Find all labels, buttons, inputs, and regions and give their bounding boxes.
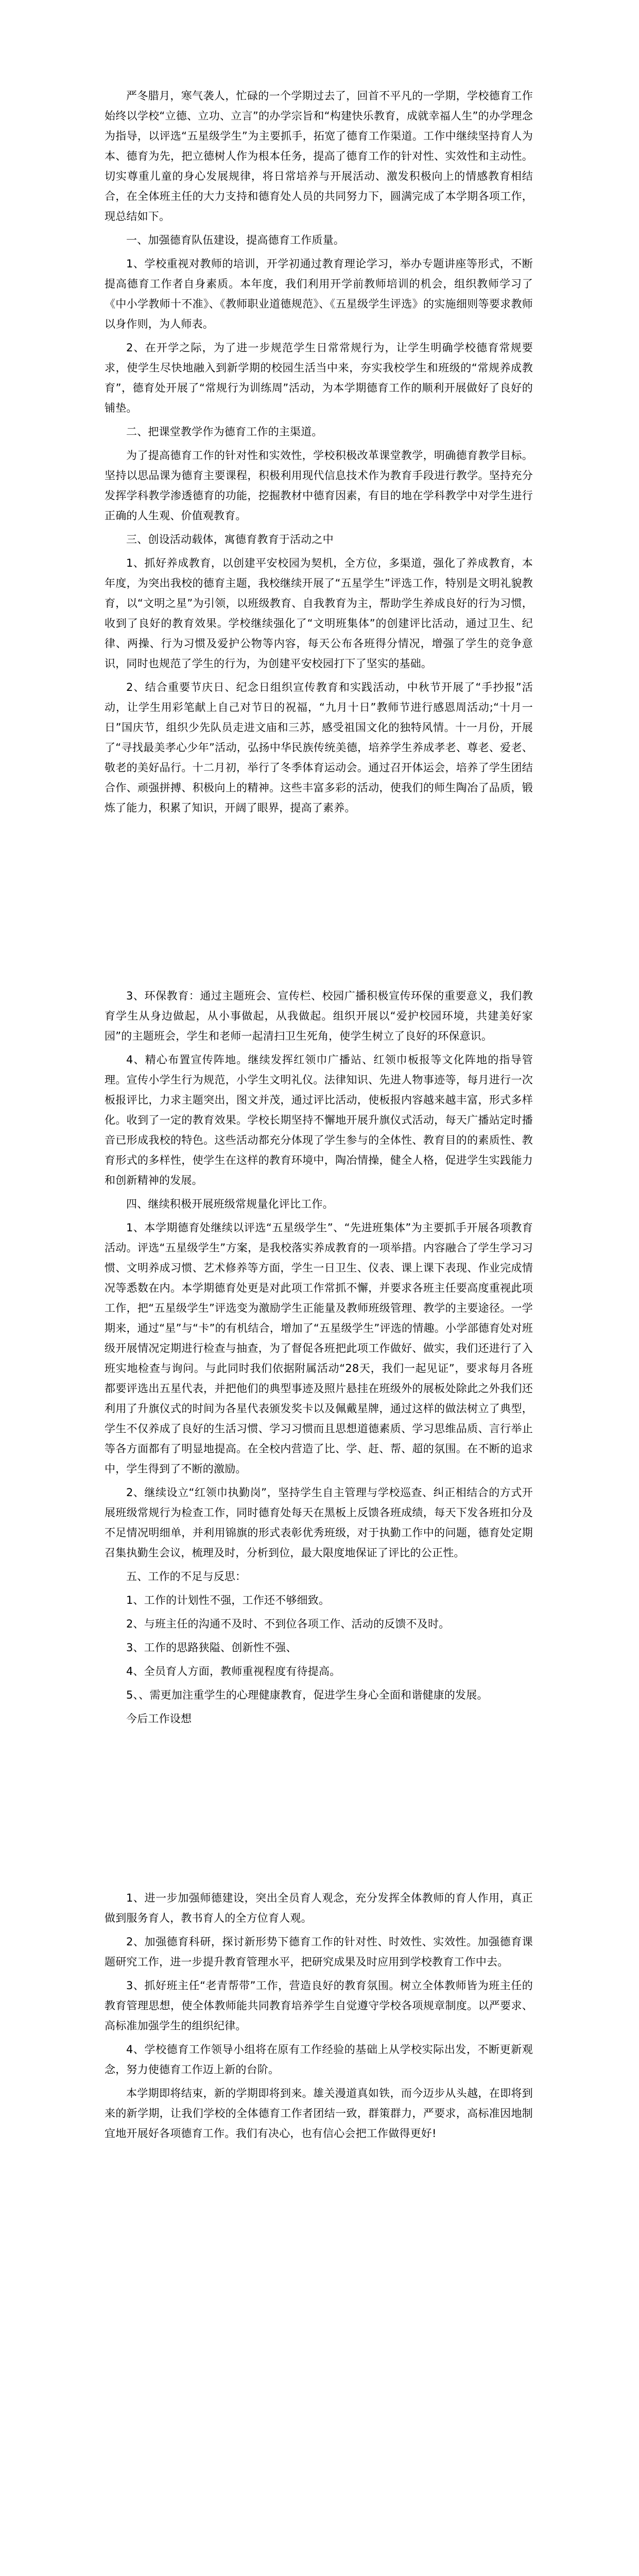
shortcoming-item-4: 4、全员育人方面，教师重视程度有待提高。 bbox=[126, 1665, 341, 1677]
intro-paragraph: 严冬腊月，寒气袭人，忙碌的一个学期过去了，回首不平凡的一学期，学校德育工作始终以学校“立德、立功、立言”的办学宗旨和“构建快乐教育，成就幸福人生”的办学理念为指导，以评选“五星级学生”为主要抓手，拓宽了德育工作渠道。工作中继续坚持育人为本、德育为先，把立德树人作为根本任务，提高了德育工作的针对性、实效性和主动性。切实尊重儿童的身心发展规律，将日常培养与开展活动、激发积极向上的情感教育相结合，在全体班主任的大力支持和德育处人员的共同努力下，圆满完成了本学期各项工作，现总结如下。 bbox=[105, 90, 533, 223]
shortcoming-item-3: 3、工作的思路狭隘、创新性不强、 bbox=[126, 1641, 297, 1654]
section-heading-1: 一、加强德育队伍建设，提高德育工作质量。 bbox=[126, 234, 344, 246]
section-4-item-1: 1、本学期德育处继续以评选“五星级学生”、“先进班集体”为主要抓手开展各项教育活动。评选“五星级学生”方案，是我校落实养成教育的一项举措。内容融合了学生学习习惯、文明养成习惯、艺术修养等方面，学生一日卫生、仪表、课上课下表现、作业完成情况等悉数在内。本学期德育处更是对此项工作常抓不懈，并要求各班主任要高度重视此项工作，把“五星级学生”评选变为激励学生正能量及教师班级管理、教学的主要途径。一学期来，通过“星”与“卡”的有机结合，增加了“五星级学生”评选的情趣。小学部德育处对班级开展情况定期进行检查与抽查，为了督促各班把此项工作做好、做实，我们还进行了入班实地检查与询问。与此同时我们依据附属活动“28天，我们一起见证”，要求每月各班都要评选出五星代表，并把他们的典型事迹及照片悬挂在班级外的展板处除此之外我们还利用了升旗仪式的时间为各星代表颁发奖卡以及佩戴星牌，通过这样的做法树立了典型，学生不仅养成了良好的生活习惯、学习习惯而且思想道德素质、学习思维品质、言行举止等各方面都有了明显地提高。在全校内营造了比、学、赶、帮、超的氛围。在不断的追求中，学生得到了不断的激励。 bbox=[105, 1222, 533, 1475]
section-heading-4: 四、继续积极开展班级常规量化评比工作。 bbox=[126, 1198, 334, 1210]
section-heading-2: 二、把课堂教学作为德育工作的主渠道。 bbox=[126, 426, 323, 438]
plan-item-1: 1、进一步加强师德建设，突出全员育人观念，充分发挥全体教师的育人作用，真正做到服务育人，教书育人的全方位育人观。 bbox=[105, 1892, 533, 1924]
plan-item-4: 4、学校德育工作领导小组将在原有工作经验的基础上从学校实际出发，不断更新观念，努力使德育工作迈上新的台阶。 bbox=[105, 2043, 533, 2076]
document-page-3 bbox=[105, 1888, 533, 2147]
section-4-item-2: 2、继续设立“红领巾执勤岗”，坚持学生自主管理与学校巡查、纠正相结合的方式开展班级常规行为检查工作，同时德育处每天在黑板上反馈各班成绩，每天下发各班扣分及不足情况明细单，并利用锦旗的形式表彰优秀班级，对于执勤工作中的问题，德育处定期召集执勤生会议，梳理及时，分析到位，最大限度地保证了评比的公正性。 bbox=[105, 1486, 533, 1559]
shortcoming-item-2: 2、与班主任的沟通不及时、不到位各项工作、活动的反馈不及时。 bbox=[126, 1618, 450, 1630]
plan-item-2: 2、加强德育科研，探讨新形势下德育工作的针对性、时效性、实效性。加强德育课题研究工作，进一步提升教育管理水平，把研究成果及时应用到学校教育工作中去。 bbox=[105, 1936, 533, 1968]
section-3-item-3: 3、环保教育：通过主题班会、宣传栏、校园广播积极宣传环保的重要意义，我们教育学生从身边做起，从小事做起，从我做起。组织开展以“爱护校园环境，共建美好家园”的主题班会，学生和老师一起清扫卫生死角，使学生树立了良好的环保意识。 bbox=[105, 990, 533, 1042]
section-heading-3: 三、创设活动载体，寓德育教育于活动之中 bbox=[126, 533, 334, 546]
plan-item-3: 3、抓好班主任“老青帮带”工作，营造良好的教育氛围。树立全体教师皆为班主任的教育管理思想，使全体教师能共同教育培养学生自觉遵守学校各项规章制度。以严要求、高标准加强学生的组织纪律。 bbox=[105, 1979, 533, 2032]
document-page-1 bbox=[105, 86, 533, 822]
future-plans-heading: 今后工作设想 bbox=[126, 1713, 192, 1725]
section-1-item-2: 2、在开学之际，为了进一步规范学生日常常规行为，让学生明确学校德育常规要求，使学生尽快地融入到新学期的校园生活当中来，夯实我校学生和班级的“常规养成教育”，德育处开展了“常规行为训练周”活动，为本学期德育工作的顺利开展做好了良好的铺垫。 bbox=[105, 342, 533, 414]
document-page-2 bbox=[105, 986, 533, 1733]
section-heading-5: 五、工作的不足与反思： bbox=[126, 1570, 247, 1583]
shortcoming-item-5: 5、、需更加注重学生的心理健康教育，促进学生身心全面和谐健康的发展。 bbox=[126, 1689, 488, 1701]
section-3-item-1: 1、抓好养成教育，以创建平安校园为契机，全方位，多渠道，强化了养成教育，本年度，为突出我校的德育主题，我校继续开展了“五星学生”评选工作，特别是文明礼貌教育，以“文明之星”为引领，以班级教育、自我教育为主，帮助学生养成良好的行为习惯，收到了良好的教育效果。学校继续强化了“文明班集体”的创建评比活动，通过卫生、纪律、两操、行为习惯及爱护公物等内容，每天公布各班得分情况，增强了学生的竞争意识，同时也规范了学生的行为，为创建平安校园打下了坚实的基础。 bbox=[105, 557, 533, 670]
section-1-item-1: 1、学校重视对教师的培训，开学初通过教育理论学习，举办专题讲座等形式，不断提高德育工作者自身素质。本年度，我们利用开学前教师培训的机会，组织教师学习了《中小学教师十不准》、《教师职业道德规范》、《五星级学生评选》的实施细则等要求教师以身作则，为人师表。 bbox=[105, 258, 533, 330]
section-3-item-4: 4、精心布置宣传阵地。继续发挥红领巾广播站、红领巾板报等文化阵地的指导管理。宣传小学生行为规范，小学生文明礼仪。法律知识、先进人物事迹等，每月进行一次板报评比，力求主题突出，图文并茂，通过评比活动，使板报内容越来越丰富，形式多样化。收到了一定的教育效果。学校长期坚持不懈地开展升旗仪式活动，每天广播站定时播音已形成我校的特色。这些活动都充分体现了学生参与的全体性、教育目的的素质性、教育形式的多样性，使学生在这样的教育环境中，陶冶情操，健全人格，促进学生实践能力和创新精神的发展。 bbox=[105, 1054, 533, 1187]
shortcoming-item-1: 1、工作的计划性不强，工作还不够细致。 bbox=[126, 1594, 330, 1606]
closing-paragraph: 本学期即将结束，新的学期即将到来。雄关漫道真如铁，而今迈步从头越，在即将到来的新学期，让我们学校的全体德育工作者团结一致，群策群力，严要求，高标准因地制宜地开展好各项德育工作。我们有决心，也有信心会把工作做得更好! bbox=[105, 2087, 533, 2140]
section-3-item-2: 2、结合重要节庆日、纪念日组织宣传教育和实践活动，中秋节开展了“手抄报”活动，让学生用彩笔献上自己对节日的祝福，“九月十日”教师节进行感恩周活动;“十月一日”国庆节，组织少先队员走进文庙和三苏，感受祖国文化的独特风情。十一月份，开展了“寻找最美孝心少年”活动，弘扬中华民族传统美德，培养学生养成孝老、尊老、爱老、敬老的美好品行。十二月初，举行了冬季体育运动会。通过召开体运会，培养了学生团结合作、顽强拼搏、积极向上的精神。这些丰富多彩的活动，使我们的师生陶冶了品质，锻炼了能力，积累了知识，开阔了眼界，提高了素养。 bbox=[105, 681, 533, 814]
section-2-body: 为了提高德育工作的针对性和实效性，学校积极改革课堂教学，明确德育教学目标。坚持以思品课为德育主要课程，积极利用现代信息技术作为教育手段进行教学。坚持充分发挥学科教学渗透德育的功能，挖掘教材中德育因素，有目的地在学科教学中对学生进行正确的人生观、价值观教育。 bbox=[105, 449, 533, 522]
